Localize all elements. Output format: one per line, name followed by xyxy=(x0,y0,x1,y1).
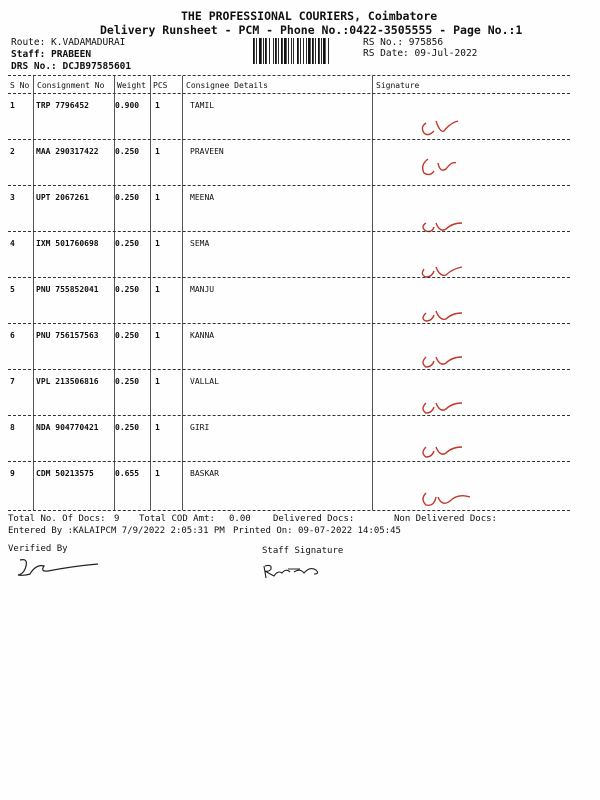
consignee-signature xyxy=(418,113,478,139)
row-sno: 4 xyxy=(10,239,15,248)
col-pcs: PCS xyxy=(153,81,168,90)
barcode-bar xyxy=(273,38,274,64)
table-row xyxy=(0,415,600,461)
barcode-bar xyxy=(321,38,322,64)
barcode-bar xyxy=(300,38,301,64)
verifier-signature xyxy=(14,556,104,582)
row-consignee: VALLAL xyxy=(190,377,219,386)
row-weight: 0.250 xyxy=(115,193,140,202)
row-consignment-no: TRP 7796452 xyxy=(36,101,89,110)
row-weight: 0.250 xyxy=(115,239,140,248)
row-weight: 0.250 xyxy=(115,377,140,386)
col-consignment: Consignment No xyxy=(37,81,105,90)
total-docs-value: 9 xyxy=(114,514,120,524)
row-sno: 7 xyxy=(10,377,15,386)
barcode-bar xyxy=(318,38,320,64)
barcode-bar xyxy=(259,38,262,64)
col-signature: Signature xyxy=(376,81,420,90)
row-weight: 0.250 xyxy=(115,147,140,156)
total-cod-label: Total COD Amt: xyxy=(139,514,215,524)
total-docs-label: Total No. Of Docs: xyxy=(8,514,106,524)
row-sno: 1 xyxy=(10,101,15,110)
runsheet-title: Delivery Runsheet - PCM - Phone No.:0422-3505555 - Page No.:1 xyxy=(100,23,523,37)
barcode-bar xyxy=(275,38,277,64)
row-sno: 9 xyxy=(10,469,15,478)
row-weight: 0.250 xyxy=(115,331,140,340)
row-pcs: 1 xyxy=(155,147,160,156)
row-consignment-no: UPT 2067261 xyxy=(36,193,89,202)
row-weight: 0.250 xyxy=(115,423,140,432)
table-row xyxy=(0,185,600,231)
table-row xyxy=(0,93,600,139)
consignee-signature xyxy=(418,391,478,417)
barcode-bar xyxy=(328,38,329,64)
table-row xyxy=(0,461,600,507)
barcode xyxy=(253,38,353,64)
row-pcs: 1 xyxy=(155,469,160,478)
table-bottom-rule xyxy=(8,510,570,511)
drs-number: DRS No.: DCJB97585601 xyxy=(11,61,132,72)
row-consignment-no: VPL 213506816 xyxy=(36,377,99,386)
row-divider xyxy=(8,415,570,416)
non-delivered-docs-label: Non Delivered Docs: xyxy=(394,514,497,524)
row-sno: 6 xyxy=(10,331,15,340)
row-consignee: TAMIL xyxy=(190,101,215,110)
barcode-bar xyxy=(265,38,267,64)
delivered-docs-label: Delivered Docs: xyxy=(273,514,355,524)
barcode-bar xyxy=(312,38,314,64)
row-sno: 3 xyxy=(10,193,15,202)
company-title: THE PROFESSIONAL COURIERS, Coimbatore xyxy=(181,9,438,23)
route-label: Route: K.VADAMADURAI xyxy=(11,37,126,48)
row-divider xyxy=(8,277,570,278)
row-pcs: 1 xyxy=(155,285,160,294)
col-consignee: Consignee Details xyxy=(186,81,268,90)
row-consignment-no: NDA 904770421 xyxy=(36,423,99,432)
row-sno: 2 xyxy=(10,147,15,156)
barcode-bar xyxy=(263,38,264,64)
row-consignee: GIRI xyxy=(190,423,210,432)
consignee-signature xyxy=(418,435,478,461)
row-consignee: MEENA xyxy=(190,193,215,202)
barcode-bar xyxy=(303,38,304,64)
barcode-bar xyxy=(315,38,316,64)
table-row xyxy=(0,277,600,323)
barcode-bar xyxy=(288,38,289,64)
col-sno: S No xyxy=(10,81,30,90)
consignee-signature xyxy=(418,345,478,371)
barcode-bar xyxy=(308,38,311,64)
row-sno: 8 xyxy=(10,423,15,432)
consignee-signature xyxy=(418,483,478,509)
verified-by-label: Verified By xyxy=(8,544,68,554)
col-weight: Weight xyxy=(117,81,146,90)
row-pcs: 1 xyxy=(155,101,160,110)
barcode-bar xyxy=(291,38,292,64)
row-consignee: SEMA xyxy=(190,239,210,248)
row-pcs: 1 xyxy=(155,193,160,202)
barcode-bar xyxy=(269,38,270,64)
row-consignee: KANNA xyxy=(190,331,215,340)
row-divider xyxy=(8,461,570,462)
table-row xyxy=(0,231,600,277)
table-row xyxy=(0,323,600,369)
row-pcs: 1 xyxy=(155,239,160,248)
total-cod-value: 0.00 xyxy=(229,514,251,524)
staff-signature xyxy=(262,560,326,582)
row-consignment-no: PNU 756157563 xyxy=(36,331,99,340)
row-consignee: MANJU xyxy=(190,285,215,294)
barcode-bar xyxy=(253,38,255,64)
row-divider xyxy=(8,369,570,370)
row-consignee: BASKAR xyxy=(190,469,219,478)
barcode-bar xyxy=(306,38,307,64)
barcode-bar xyxy=(323,38,326,64)
barcode-bar xyxy=(278,38,279,64)
table-row xyxy=(0,369,600,415)
barcode-bar xyxy=(281,38,283,64)
barcode-bar xyxy=(297,38,299,64)
staff-label: Staff: PRABEEN xyxy=(11,49,92,60)
row-consignment-no: PNU 755852041 xyxy=(36,285,99,294)
row-weight: 0.900 xyxy=(115,101,140,110)
barcode-bar xyxy=(293,38,294,64)
consignee-signature xyxy=(418,299,478,325)
consignee-signature xyxy=(418,153,478,179)
barcode-bar xyxy=(256,38,257,64)
row-pcs: 1 xyxy=(155,423,160,432)
row-divider xyxy=(8,323,570,324)
row-divider xyxy=(8,185,570,186)
staff-signature-label: Staff Signature xyxy=(262,546,344,556)
entered-by: Entered By :KALAIPCM 7/9/2022 2:05:31 PM xyxy=(8,526,225,536)
row-sno: 5 xyxy=(10,285,15,294)
row-consignment-no: IXM 501760698 xyxy=(36,239,99,248)
table-row xyxy=(0,139,600,185)
rs-number: RS No.: 975856 xyxy=(363,37,444,48)
row-consignment-no: MAA 290317422 xyxy=(36,147,99,156)
row-divider xyxy=(8,139,570,140)
table-top-rule xyxy=(8,75,570,76)
row-consignee: PRAVEEN xyxy=(190,147,224,156)
barcode-bar xyxy=(284,38,287,64)
row-pcs: 1 xyxy=(155,331,160,340)
row-weight: 0.655 xyxy=(115,469,140,478)
row-consignment-no: CDM 50213575 xyxy=(36,469,94,478)
rs-date: RS Date: 09-Jul-2022 xyxy=(363,48,478,59)
row-pcs: 1 xyxy=(155,377,160,386)
row-divider xyxy=(8,231,570,232)
printed-on: Printed On: 09-07-2022 14:05:45 xyxy=(233,526,401,536)
row-weight: 0.250 xyxy=(115,285,140,294)
